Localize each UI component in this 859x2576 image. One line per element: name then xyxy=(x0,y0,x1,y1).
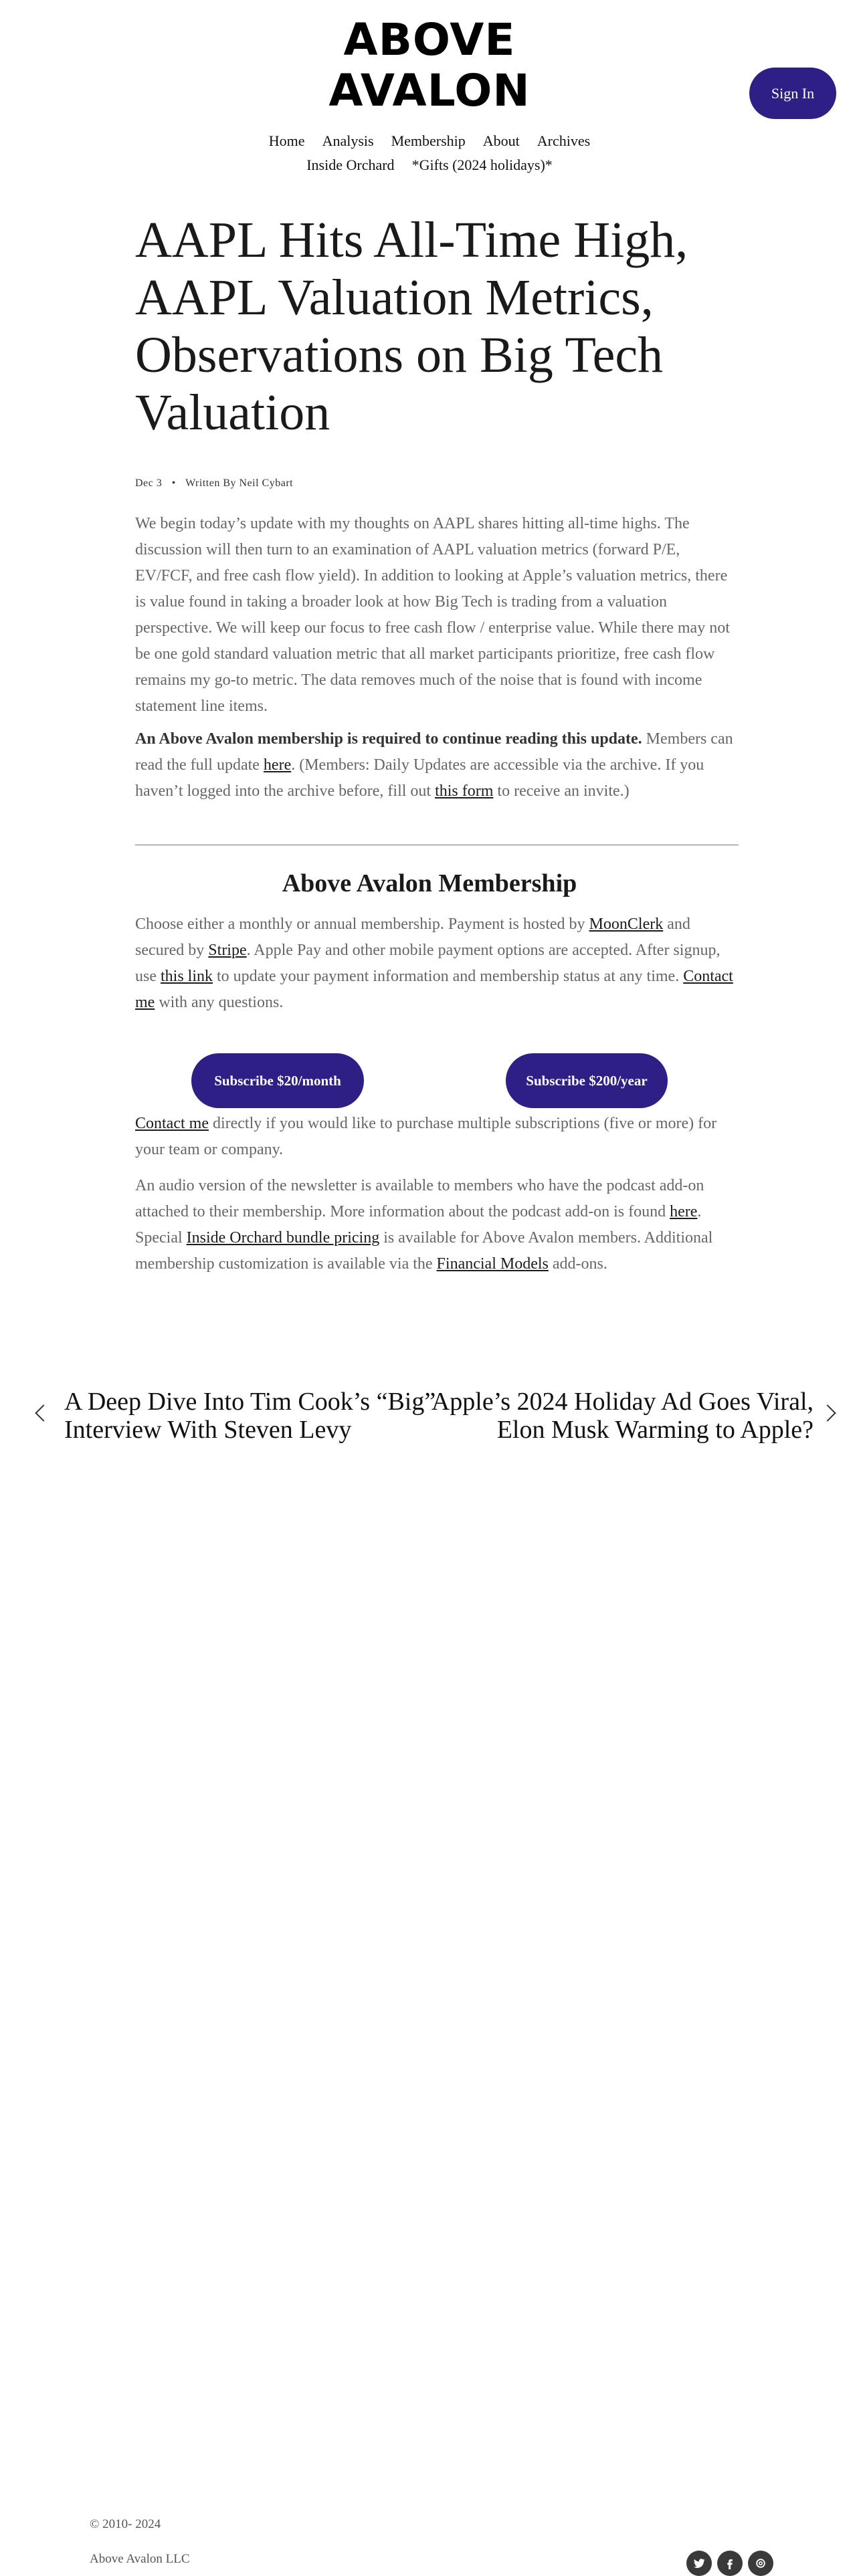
invite-form-link[interactable]: this form xyxy=(435,782,494,800)
prev-article-link[interactable] xyxy=(64,1388,436,1444)
financial-models-link[interactable]: Financial Models xyxy=(436,1255,549,1273)
paywall-notice: An Above Avalon membership is required to continue reading this update. Members can read the full update here. (Members: Daily Updates are accessible via the archive. If you haven’t logged into the archive before, fill out this form to receive an invite.) xyxy=(135,730,733,800)
threads-icon[interactable] xyxy=(748,2551,773,2576)
subscribe-yearly-button[interactable]: Subscribe $200/year xyxy=(506,1053,668,1108)
team-subscription-note: Contact me directly if you would like to purchase multiple subscriptions (five or more) for your team or company. xyxy=(135,1115,717,1158)
logo-line-1: ABOVE xyxy=(343,14,516,66)
article-author: Written By Neil Cybart xyxy=(185,477,294,489)
sign-in-button[interactable]: Sign In xyxy=(749,68,836,119)
moonclerk-link[interactable]: MoonClerk xyxy=(589,916,664,933)
site-logo[interactable] xyxy=(0,15,859,116)
membership-title: Above Avalon Membership xyxy=(282,869,577,897)
article-title: AAPL Hits All-Time High, AAPL Valuation Metrics, Observations on Big Tech Valuation xyxy=(135,212,688,441)
subscribe-monthly-button[interactable]: Subscribe $20/month xyxy=(191,1053,364,1108)
podcast-addon-link[interactable]: here xyxy=(670,1203,698,1220)
nav-home[interactable]: Home xyxy=(268,132,305,149)
prev-article-line-1: A Deep Dive Into Tim Cook’s “Big” xyxy=(64,1388,436,1416)
membership-description: Choose either a monthly or annual membership. Payment is hosted by MoonClerk and secured by Stripe. Apple Pay and other mobile payment options are accepted. After signup, use this link to update your payment information and membership status at any time. Contact me with any questions. xyxy=(135,916,733,1011)
inside-orchard-bundle-link[interactable]: Inside Orchard bundle pricing xyxy=(186,1229,380,1247)
facebook-icon[interactable] xyxy=(717,2551,743,2576)
next-article-line-2: Elon Musk Warming to Apple? xyxy=(496,1416,814,1444)
logo-line-2: AVALON xyxy=(328,65,531,116)
chevron-right-icon[interactable] xyxy=(819,1404,836,1421)
addons-description: An audio version of the newsletter is available to members who have the podcast add-on attached to their membership. More information about the podcast add-on is found here. Special Inside Orchard bundle pricing is available for Above Avalon members. Additional membership customization is available via the Financial Models add-ons. xyxy=(135,1177,713,1273)
paywall-bold: An Above Avalon membership is required to continue reading this update. xyxy=(135,730,642,748)
main-nav xyxy=(0,129,859,177)
contact-link-team[interactable]: Contact me xyxy=(135,1115,209,1132)
article-intro: We begin today’s update with my thoughts on AAPL shares hitting all-time highs. The discussion will then turn to an examination of AAPL valuation metrics (forward P/E, EV/FCF, and free cash flow yield). In addition to looking at Apple’s valuation metrics, there is value found in taking a broader look at how Big Tech is trading from a valuation perspective. We will keep our focus to free cash flow / enterprise value. While there may not be one gold standard valuation metric that all market participants prioritize, free cash flow remains my go-to metric. The data removes much of the noise that is found with income statement line items. xyxy=(135,515,730,715)
stripe-link[interactable]: Stripe xyxy=(208,942,247,959)
prev-article-line-2: Interview With Steven Levy xyxy=(64,1416,352,1444)
nav-archives[interactable]: Archives xyxy=(537,132,591,149)
footer-company: Above Avalon LLC xyxy=(90,2552,190,2566)
meta-separator: • xyxy=(171,477,176,489)
full-update-link[interactable]: here xyxy=(263,756,292,774)
next-article-line-1: Apple’s 2024 Holiday Ad Goes Viral, xyxy=(431,1388,814,1416)
article-meta xyxy=(135,477,293,490)
nav-gifts[interactable]: *Gifts (2024 holidays)* xyxy=(411,156,553,173)
twitter-icon[interactable] xyxy=(686,2551,712,2576)
article-date[interactable]: Dec 3 xyxy=(135,477,163,489)
footer-copyright: © 2010- 2024 xyxy=(90,2517,161,2531)
nav-about[interactable]: About xyxy=(482,132,520,149)
nav-inside-orchard[interactable]: Inside Orchard xyxy=(306,156,395,173)
chevron-left-icon[interactable] xyxy=(35,1404,52,1421)
nav-membership[interactable]: Membership xyxy=(391,132,466,149)
nav-analysis[interactable]: Analysis xyxy=(322,132,374,149)
next-article-link[interactable] xyxy=(428,1388,814,1444)
update-payment-link[interactable]: this link xyxy=(161,968,213,985)
contact-link[interactable]: Contact me xyxy=(135,968,733,1011)
